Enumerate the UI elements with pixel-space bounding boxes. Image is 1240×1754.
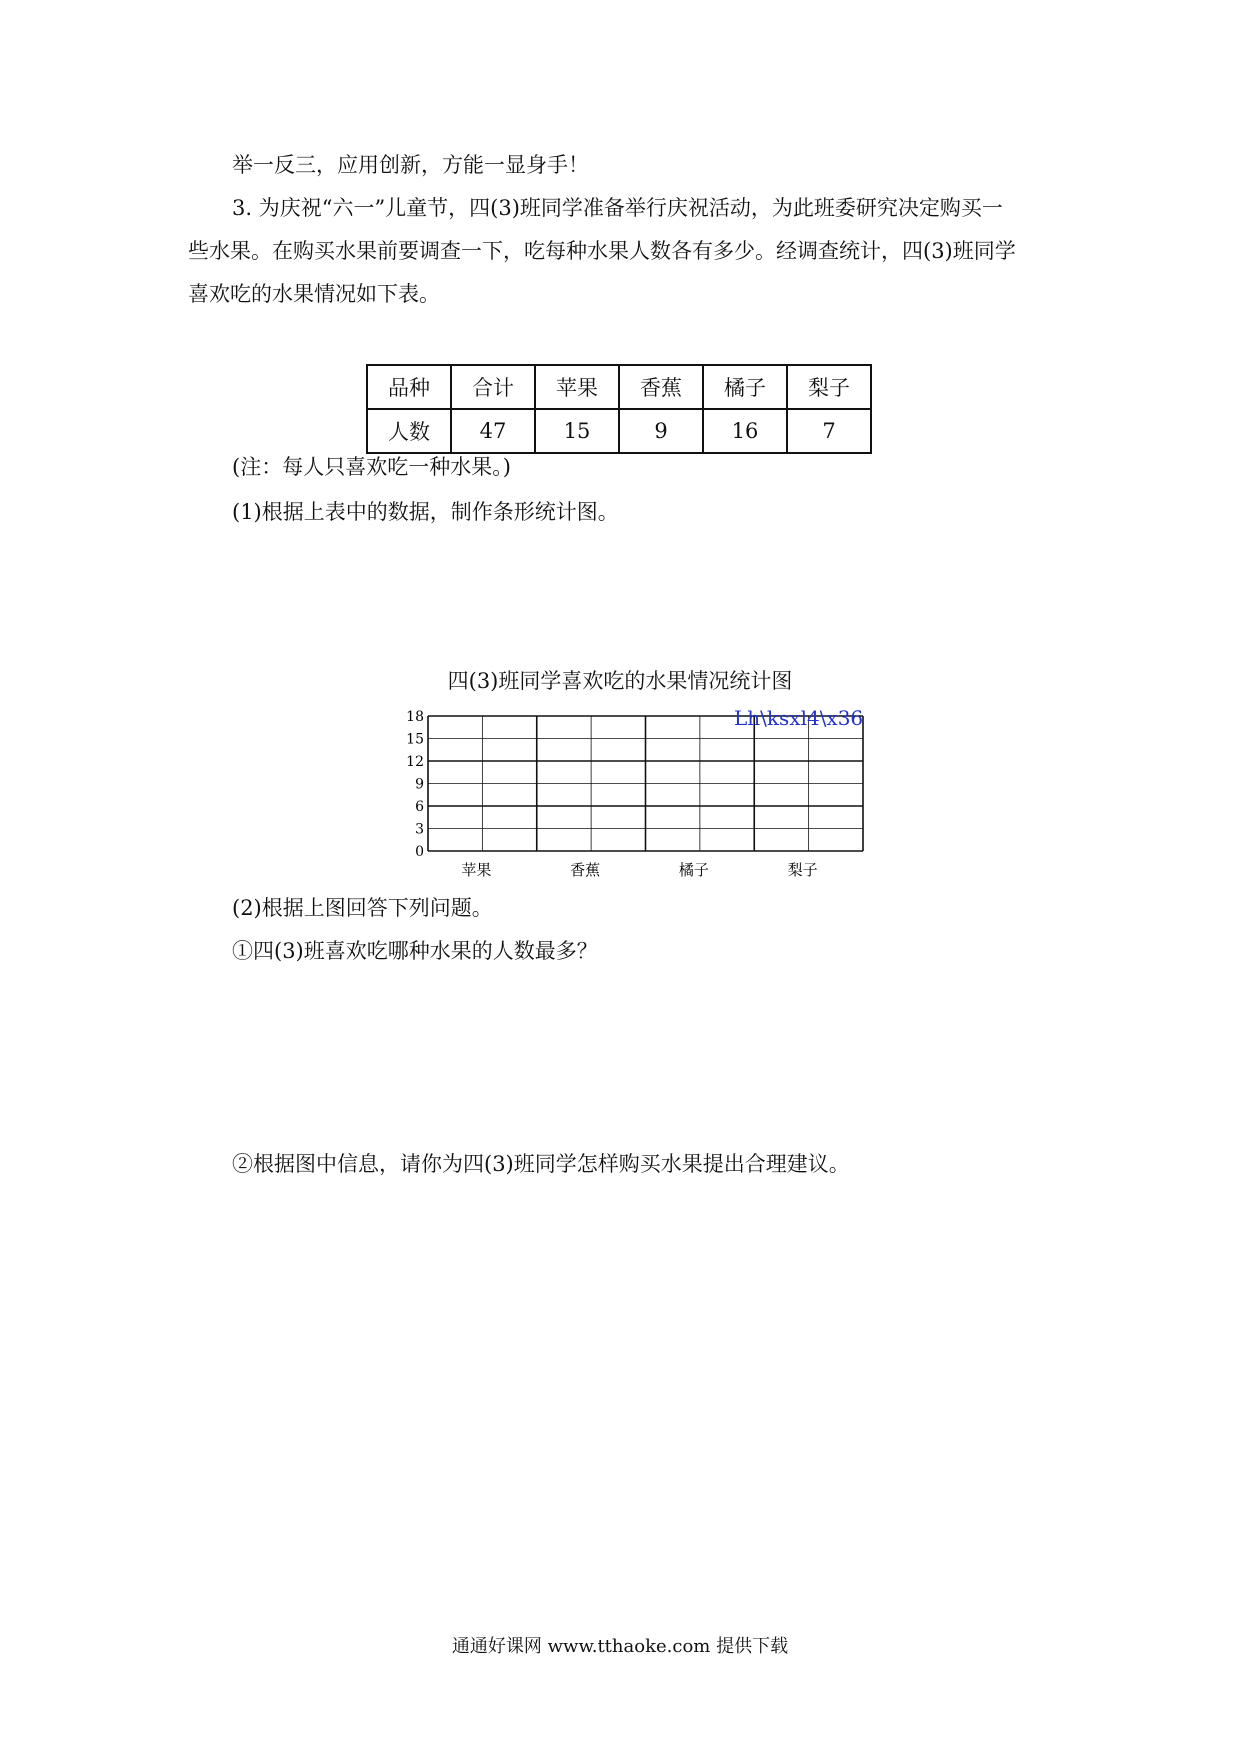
y-tick-label: 6: [415, 799, 424, 815]
table-cell: 香蕉: [619, 365, 703, 409]
chart-y-ticks: [406, 709, 424, 860]
table-cell: 品种: [367, 365, 451, 409]
table-row: [367, 365, 871, 409]
table-cell: 47: [451, 409, 535, 453]
chart-title: 四(3)班同学喜欢吃的水果情况统计图: [447, 669, 793, 693]
problem-line-2: 些水果。在购买水果前要调查一下，吃每种水果人数各有多少。经调查统计，四(3)班同学: [188, 239, 1016, 263]
table-cell: 15: [535, 409, 619, 453]
y-tick-label: 15: [406, 731, 424, 748]
x-category-label: 橘子: [678, 861, 709, 879]
table-cell: 9: [619, 409, 703, 453]
table-cell: 人数: [367, 409, 451, 453]
x-category-label: 苹果: [461, 861, 492, 879]
x-category-label: 梨子: [787, 861, 818, 879]
chart-x-categories: [461, 861, 817, 879]
x-category-label: 香蕉: [570, 861, 601, 879]
y-tick-label: 9: [415, 776, 424, 793]
bar-chart: [400, 700, 880, 885]
chart-watermark: Lh\ksxl4\x36: [734, 706, 864, 730]
note-text: (注：每人只喜欢吃一种水果。): [232, 455, 511, 479]
question-1: (1)根据上表中的数据，制作条形统计图。: [232, 500, 619, 524]
problem-line-1: 3. 为庆祝“六一”儿童节，四(3)班同学准备举行庆祝活动，为此班委研究决定购买一: [232, 196, 1003, 220]
chart-grid: [428, 716, 863, 851]
table-row: [367, 409, 871, 453]
table-cell: 苹果: [535, 365, 619, 409]
y-tick-label: 18: [406, 709, 424, 725]
table-cell: 梨子: [787, 365, 871, 409]
y-tick-label: 3: [415, 821, 424, 838]
question-2: (2)根据上图回答下列问题。: [232, 896, 493, 920]
table-cell: 7: [787, 409, 871, 453]
fruit-table: [366, 364, 872, 454]
problem-line-3: 喜欢吃的水果情况如下表。: [188, 282, 440, 306]
intro-text: 举一反三，应用创新，方能一显身手！: [232, 153, 589, 177]
footer-text: 通通好课网 www.tthaoke.com 提供下载: [451, 1636, 789, 1657]
y-tick-label: 12: [406, 754, 424, 770]
table-cell: 橘子: [703, 365, 787, 409]
table-cell: 16: [703, 409, 787, 453]
y-tick-label: 0: [415, 844, 424, 860]
question-2a: ①四(3)班喜欢吃哪种水果的人数最多？: [232, 939, 598, 963]
table-cell: 合计: [451, 365, 535, 409]
question-2b: ②根据图中信息，请你为四(3)班同学怎样购买水果提出合理建议。: [232, 1152, 850, 1176]
